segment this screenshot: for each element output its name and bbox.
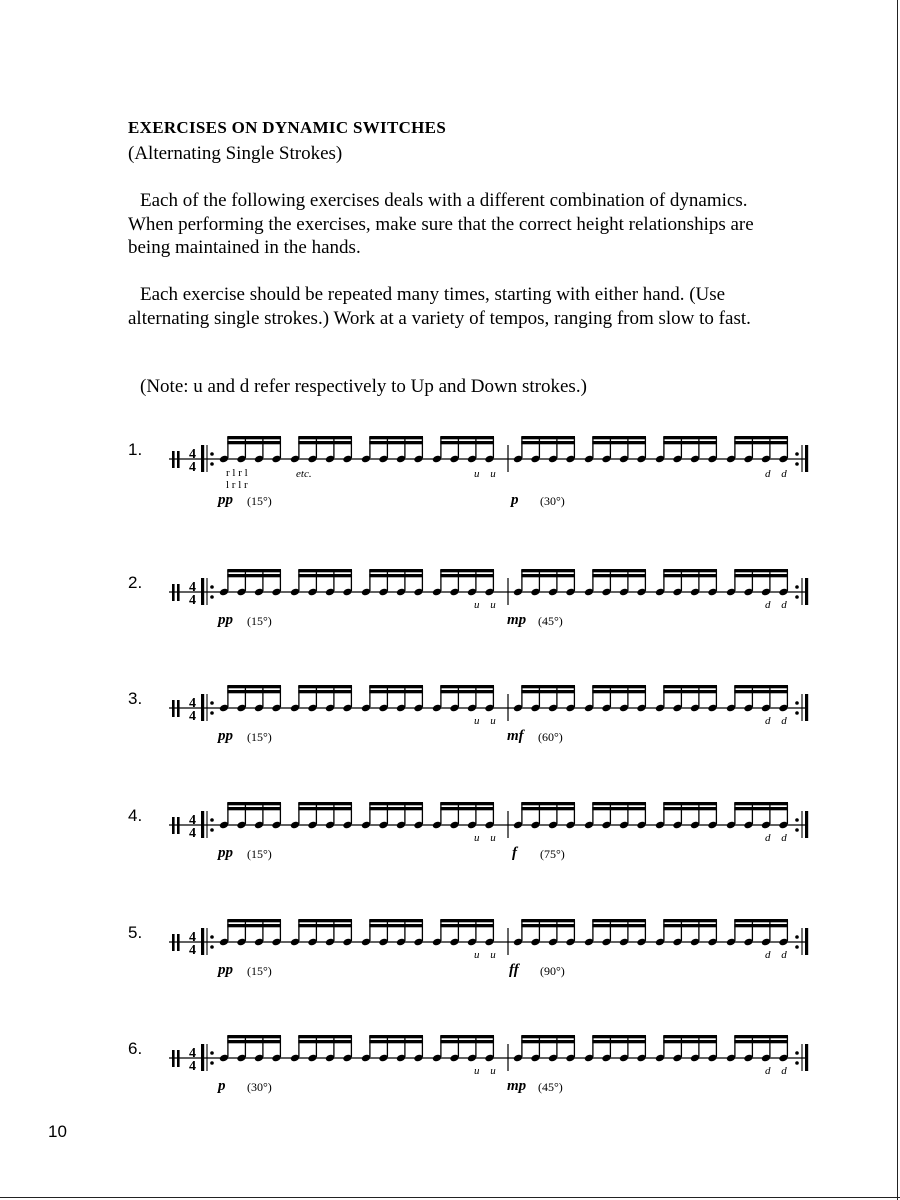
dynamic-marking: pp [218,492,233,508]
stroke-note: (Note: u and d refer respectively to Up and Down strokes.) [140,376,587,397]
repeat-thick-barline [805,445,808,472]
dynamic-marking: mp [507,1078,527,1094]
beam [298,802,352,805]
beam [592,569,646,572]
beam [440,690,494,693]
beam [592,1040,646,1043]
beam [227,690,281,693]
beam [734,436,788,439]
beam [227,1040,281,1043]
beam [734,685,788,688]
etc-label: etc. [296,468,312,480]
beam [227,574,281,577]
repeat-dot [795,462,799,466]
beam [440,569,494,572]
tempo-marking: (75°) [540,847,565,861]
beam [227,1035,281,1038]
up-stroke-label: u u [474,949,500,961]
page-title: EXERCISES ON DYNAMIC SWITCHES [128,118,447,137]
down-stroke-label: d d [765,832,791,844]
repeat-thick-barline [805,811,808,838]
down-stroke-label: d d [765,949,791,961]
beam [734,807,788,810]
repeat-dot [795,1061,799,1065]
beam [663,1035,717,1038]
repeat-dot [795,828,799,832]
time-signature-bottom: 4 [189,593,196,608]
page-subtitle: (Alternating Single Strokes) [128,143,343,164]
exercise-4 [0,794,900,884]
dynamic-marking: mp [507,612,527,628]
drum-staff [0,677,900,747]
drum-staff [0,561,900,631]
beam [734,1040,788,1043]
beam [298,924,352,927]
beam [663,802,717,805]
intro-paragraph: Each of the following exercises deals with a different combination of dynamics. When performing the exercises, make sure that the correct height relationships are being maintained in the hands. [128,190,754,258]
down-stroke-label: d d [765,715,791,727]
time-signature-top: 4 [189,580,196,595]
time-signature-top: 4 [189,930,196,945]
up-stroke-label: u u [474,832,500,844]
beam [734,690,788,693]
repeat-dot [795,935,799,939]
time-signature-bottom: 4 [189,1059,196,1074]
time-signature-bottom: 4 [189,943,196,958]
repeat-dot [795,585,799,589]
beam [440,919,494,922]
drum-staff [0,428,900,498]
exercise-number: 1. [128,440,143,459]
repeat-thick-barline [201,811,204,838]
beam [440,436,494,439]
beam [227,919,281,922]
beam [734,569,788,572]
repeat-dot [210,1051,214,1055]
beam [227,569,281,572]
tempo-marking: (15°) [247,614,272,628]
repeat-dot [210,701,214,705]
time-signature-top: 4 [189,813,196,828]
repeat-thick-barline [805,578,808,605]
repeat-dot [210,1061,214,1065]
tempo-marking: (15°) [247,730,272,744]
beam [440,924,494,927]
time-signature-top: 4 [189,696,196,711]
repeat-dot [795,701,799,705]
beam [227,924,281,927]
repeat-thick-barline [201,445,204,472]
beam [227,685,281,688]
exercise-number: 4. [128,806,143,825]
exercise-number: 6. [128,1039,143,1058]
beam [521,807,575,810]
repeat-dot [795,818,799,822]
repeat-dot [210,452,214,456]
beam [734,1035,788,1038]
beam [227,436,281,439]
repeat-dot [795,711,799,715]
repeat-dot [210,935,214,939]
tempo-marking: (15°) [247,847,272,861]
beam [663,685,717,688]
beam [369,1040,423,1043]
beam [592,436,646,439]
beam [298,685,352,688]
beam [369,441,423,444]
exercise-5 [0,911,900,1001]
beam [369,574,423,577]
beam [521,574,575,577]
beam [369,685,423,688]
beam [521,690,575,693]
sticking-top-row: r l r l [226,467,248,479]
beam [663,924,717,927]
page-edge [0,1197,900,1198]
repeat-dot [210,462,214,466]
beam [592,685,646,688]
beam [663,807,717,810]
beam [734,441,788,444]
beam [369,807,423,810]
beam [227,807,281,810]
exercise-3 [0,677,900,767]
dynamic-marking: pp [218,612,233,628]
beam [592,807,646,810]
exercise-number: 2. [128,573,143,592]
drum-staff [0,911,900,981]
beam [298,436,352,439]
dynamic-marking: pp [218,728,233,744]
beam [734,574,788,577]
exercise-number: 3. [128,689,143,708]
beam [369,1035,423,1038]
beam [663,690,717,693]
beam [521,1040,575,1043]
down-stroke-label: d d [765,599,791,611]
dynamic-marking: pp [218,845,233,861]
tempo-marking: (90°) [540,964,565,978]
up-stroke-label: u u [474,715,500,727]
repeat-dot [210,828,214,832]
repeat-dot [210,585,214,589]
beam [521,441,575,444]
exercise-number: 5. [128,923,143,942]
repeat-dot [210,711,214,715]
time-signature-top: 4 [189,447,196,462]
sticking-bottom-row: l r l r [226,479,248,491]
tempo-marking: (60°) [538,730,563,744]
beam [298,569,352,572]
repeat-thick-barline [201,928,204,955]
beam [663,1040,717,1043]
up-stroke-label: u u [474,599,500,611]
beam [663,569,717,572]
time-signature-top: 4 [189,1046,196,1061]
beam [298,919,352,922]
beam [298,1040,352,1043]
page-number: 10 [48,1122,67,1141]
beam [369,802,423,805]
beam [592,1035,646,1038]
drum-staff [0,1027,900,1097]
repeat-dot [210,945,214,949]
beam [592,690,646,693]
dynamic-marking: p [511,492,519,508]
beam [440,807,494,810]
dynamic-marking: p [218,1078,226,1094]
beam [521,1035,575,1038]
beam [521,802,575,805]
time-signature-bottom: 4 [189,460,196,475]
tempo-marking: (45°) [538,614,563,628]
beam [734,919,788,922]
beam [298,1035,352,1038]
repeat-thick-barline [805,928,808,955]
beam [592,924,646,927]
tempo-marking: (30°) [247,1080,272,1094]
tempo-marking: (45°) [538,1080,563,1094]
time-signature-bottom: 4 [189,826,196,841]
beam [298,807,352,810]
beam [521,436,575,439]
dynamic-marking: pp [218,962,233,978]
beam [592,802,646,805]
instructions-paragraph: Each exercise should be repeated many times, starting with either hand. (Use alternating single strokes.) Work at a variety of tempos, ranging from slow to fast. [128,284,751,329]
up-stroke-label: u u [474,468,500,480]
beam [369,690,423,693]
exercise-2 [0,561,900,651]
exercise-6 [0,1027,900,1117]
repeat-dot [795,595,799,599]
beam [663,441,717,444]
beam [440,441,494,444]
repeat-thick-barline [805,1044,808,1071]
repeat-dot [795,1051,799,1055]
beam [521,924,575,927]
beam [521,569,575,572]
beam [298,574,352,577]
drum-staff [0,794,900,864]
beam [734,924,788,927]
tempo-marking: (15°) [247,494,272,508]
beam [663,574,717,577]
beam [369,436,423,439]
beam [521,685,575,688]
up-stroke-label: u u [474,1065,500,1077]
beam [440,574,494,577]
repeat-dot [795,945,799,949]
beam [298,690,352,693]
beam [369,919,423,922]
tempo-marking: (30°) [540,494,565,508]
beam [227,802,281,805]
beam [663,919,717,922]
beam [440,802,494,805]
repeat-thick-barline [805,694,808,721]
dynamic-marking: ff [509,962,519,978]
repeat-dot [210,818,214,822]
tempo-marking: (15°) [247,964,272,978]
beam [521,919,575,922]
down-stroke-label: d d [765,468,791,480]
repeat-dot [795,452,799,456]
beam [734,802,788,805]
beam [592,574,646,577]
beam [369,924,423,927]
dynamic-marking: f [512,845,517,861]
repeat-thick-barline [201,578,204,605]
repeat-thick-barline [201,1044,204,1071]
down-stroke-label: d d [765,1065,791,1077]
dynamic-marking: mf [507,728,524,744]
beam [227,441,281,444]
beam [592,441,646,444]
beam [369,569,423,572]
exercise-1 [0,428,900,518]
beam [440,1035,494,1038]
time-signature-bottom: 4 [189,709,196,724]
repeat-dot [210,595,214,599]
beam [592,919,646,922]
beam [440,685,494,688]
beam [663,436,717,439]
beam [440,1040,494,1043]
repeat-thick-barline [201,694,204,721]
beam [298,441,352,444]
